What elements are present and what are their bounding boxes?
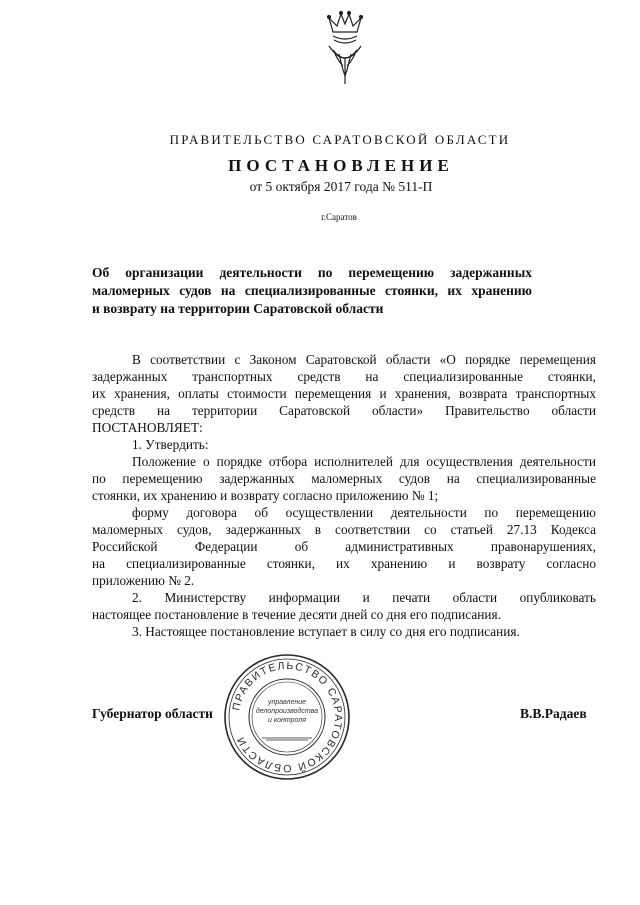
body-line: форму договора об осуществлении деятельности по перемещению [132, 505, 596, 520]
body-line: средств на территории Саратовской области» Правительство области [92, 403, 596, 418]
title-line: и возврату на территории Саратовской области [92, 301, 384, 316]
body-line: Положение о порядке отбора исполнителей для осуществления деятельности [132, 454, 596, 469]
body-line: 2. Министерству информации и печати области опубликовать [132, 590, 596, 605]
seal-center-text [244, 698, 330, 725]
document-type: ПОСТАНОВЛЕНИЕ [228, 156, 454, 175]
signatory-name: В.В.Радаев [520, 706, 587, 721]
document-date-number: от 5 октября 2017 года № 511-П [249, 179, 433, 194]
document-body [92, 351, 596, 640]
title-line: Об организации деятельности по перемещению задержанных [92, 265, 532, 280]
coat-of-arms-emblem [317, 10, 373, 88]
body-line: 3. Настоящее постановление вступает в силу со дня его подписания. [132, 624, 520, 639]
body-line: стоянки, их хранению и возврату согласно приложению № 1; [92, 488, 439, 503]
body-line: В соответствии с Законом Саратовской области «О порядке перемещения [132, 352, 596, 367]
title-line: маломерных судов на специализированные стоянки, их хранению [92, 283, 532, 298]
seal-ring-text: ПРАВИТЕЛЬСТВО САРАТОВСКОЙ ОБЛАСТИ [230, 659, 345, 775]
body-line: Российской Федерации об административных правонарушениях, [92, 539, 596, 554]
body-line: по перемещению задержанных маломерных судов на специализированные [92, 471, 596, 486]
official-seal [222, 652, 352, 782]
signatory-role: Губернатор области [92, 706, 213, 721]
body-line: настоящее постановление в течение десяти дней со дня его подписания. [92, 607, 501, 622]
body-line: ПОСТАНОВЛЯЕТ: [92, 420, 203, 435]
body-line: на специализированные стоянки, их хранению и возврату согласно [92, 556, 596, 571]
body-line: их хранения, оплаты стоимости перемещения и хранения, возврата транспортных [92, 386, 596, 401]
body-line: задержанных транспортных средств на специализированные стоянки, [92, 369, 596, 384]
document-title [92, 264, 532, 318]
seal-center-line: делопроизводства [255, 708, 319, 715]
seal-center-line: и контроля [268, 717, 306, 724]
body-line: 1. Утвердить: [132, 437, 209, 452]
seal-center-line: управление [267, 699, 307, 706]
body-line: приложению № 2. [92, 573, 195, 588]
document-city: г.Саратов [321, 212, 357, 222]
government-name: ПРАВИТЕЛЬСТВО САРАТОВСКОЙ ОБЛАСТИ [169, 132, 511, 147]
body-line: маломерных судов, задержанных в соответствии со статьей 27.13 Кодекса [92, 522, 596, 537]
